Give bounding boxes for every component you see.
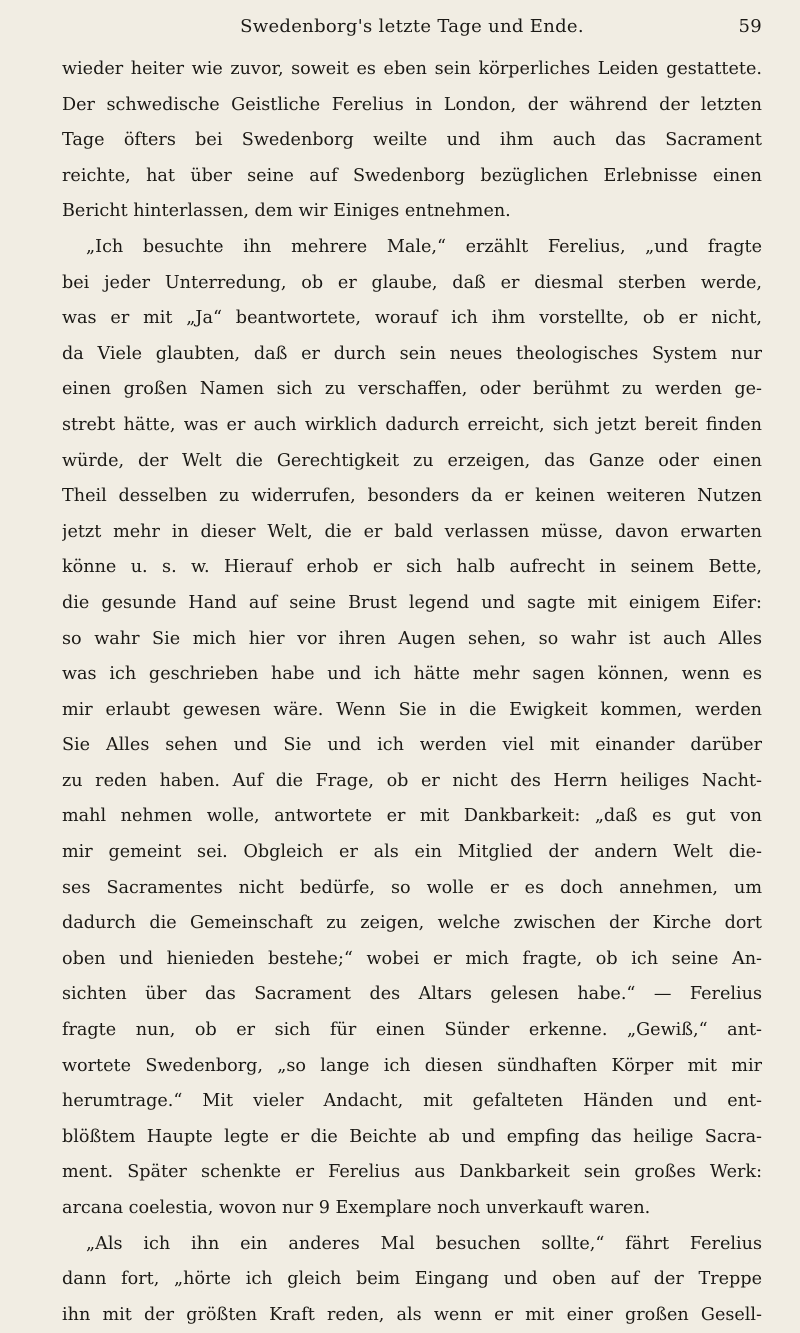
page-number: 59 <box>738 16 762 37</box>
text-line: Theil desselben zu widerrufen, besonders da er keinen weiteren Nutzen <box>62 486 762 507</box>
text-line: arcana coelestia, wovon nur 9 Exemplare noch unverkauft waren. <box>62 1198 651 1218</box>
text-line: dann fort, „hörte ich gleich beim Eingang und oben auf der Treppe <box>62 1269 762 1290</box>
text-line: die gesunde Hand auf seine Brust legend und sagte mit einigem Eifer: <box>62 592 762 613</box>
text-line: mir gemeint sei. Obgleich er als ein Mitglied der andern Welt die- <box>62 842 762 863</box>
text-line: mahl nehmen wolle, antwortete er mit Dankbarkeit: „daß es gut von <box>62 806 762 827</box>
text-line: könne u. s. w. Hierauf erhob er sich halb aufrecht in seinem Bette, <box>62 557 762 578</box>
text-line: strebt hätte, was er auch wirklich dadurch erreicht, sich jetzt bereit finden <box>62 414 762 435</box>
text-line: „Ich besuchte ihn mehrere Male,“ erzählt Ferelius, „und fragte <box>86 236 762 257</box>
text-line: Sie Alles sehen und Sie und ich werden viel mit einander darüber <box>62 735 762 756</box>
text-line: was er mit „Ja“ beantwortete, worauf ich ihm vorstellte, ob er nicht, <box>62 308 762 329</box>
text-line: Tage öfters bei Swedenborg weilte und ihm auch das Sacrament <box>62 130 762 151</box>
text-line: reichte, hat über seine auf Swedenborg bezüglichen Erlebnisse einen <box>62 165 762 186</box>
running-head <box>62 10 762 44</box>
text-line: dadurch die Gemeinschaft zu zeigen, welche zwischen der Kirche dort <box>62 913 762 934</box>
text-line: ment. Später schenkte er Ferelius aus Dankbarkeit sein großes Werk: <box>62 1162 762 1183</box>
text-line: da Viele glaubten, daß er durch sein neues theologisches System nur <box>62 343 762 364</box>
text-line: Bericht hinterlassen, dem wir Einiges entnehmen. <box>62 201 511 222</box>
text-line: bei jeder Unterredung, ob er glaube, daß er diesmal sterben werde, <box>62 272 762 293</box>
text-line: ihn mit der größten Kraft reden, als wenn er mit einer großen Gesell- <box>62 1304 762 1325</box>
running-head-title: Swedenborg's letzte Tage und Ende. <box>240 16 584 37</box>
text-line: herumtrage.“ Mit vieler Andacht, mit gefalteten Händen und ent- <box>62 1091 762 1112</box>
text-line: jetzt mehr in dieser Welt, die er bald verlassen müsse, davon erwarten <box>62 521 762 542</box>
text-line: wortete Swedenborg, „so lange ich diesen sündhaften Körper mit mir <box>62 1055 762 1076</box>
text-line: „Als ich ihn ein anderes Mal besuchen sollte,“ fährt Ferelius <box>86 1233 762 1254</box>
text-line: ses Sacramentes nicht bedürfe, so wolle er es doch annehmen, um <box>62 877 762 898</box>
text-line: blößtem Haupte legte er die Beichte ab und empfing das heilige Sacra- <box>62 1126 762 1147</box>
text-line: mir erlaubt gewesen wäre. Wenn Sie in die Ewigkeit kommen, werden <box>62 699 762 720</box>
text-line: sichten über das Sacrament des Altars gelesen habe.“ — Ferelius <box>62 984 762 1005</box>
text-line: so wahr Sie mich hier vor ihren Augen sehen, so wahr ist auch Alles <box>62 628 762 649</box>
text-line: zu reden haben. Auf die Frage, ob er nicht des Herrn heiliges Nacht- <box>62 770 762 791</box>
text-line: wieder heiter wie zuvor, soweit es eben sein körperliches Leiden gestattete. <box>62 59 762 79</box>
text-line: Der schwedische Geistliche Ferelius in London, der während der letzten <box>62 94 762 115</box>
text-line: fragte nun, ob er sich für einen Sünder erkenne. „Gewiß,“ ant- <box>62 1020 762 1041</box>
text-line: was ich geschrieben habe und ich hätte mehr sagen können, wenn es <box>62 664 762 685</box>
text-line: würde, der Welt die Gerechtigkeit zu erzeigen, das Ganze oder einen <box>62 450 762 471</box>
text-line: einen großen Namen sich zu verschaffen, oder berühmt zu werden ge- <box>62 379 762 400</box>
text-line: oben und hienieden bestehe;“ wobei er mich fragte, ob ich seine An- <box>62 948 762 969</box>
body-text <box>62 52 762 1333</box>
